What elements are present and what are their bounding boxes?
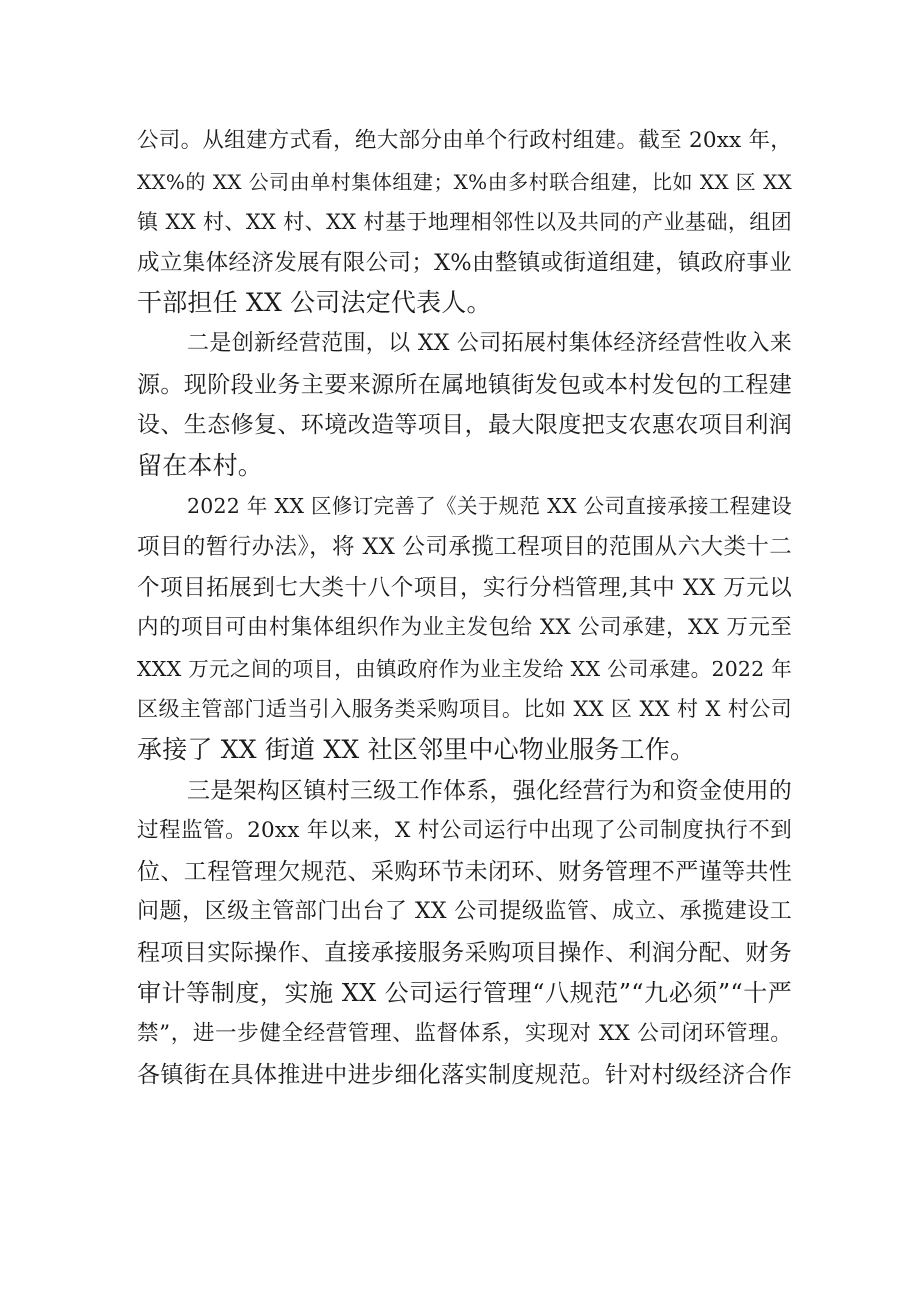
text-line: 源。现阶段业务主要来源所在属地镇街发包或本村发包的工程建 — [137, 371, 792, 398]
paragraph-3 — [137, 486, 792, 770]
text-line: 各镇街在具体推进中进步细化落实制度规范。针对村级经济合作 — [137, 1061, 792, 1088]
text-line: 二是创新经营范围，以 XX 公司拓展村集体经济经营性收入来 — [187, 330, 792, 356]
document-body — [137, 121, 792, 1095]
text-line: 问题，区级主管部门出台了 XX 公司提级监管、成立、承揽建设工 — [137, 899, 792, 925]
text-line: 设、生态修复、环境改造等项目，最大限度把支农惠农项目利润 — [137, 412, 792, 439]
text-line: 成立集体经济发展有限公司；X%由整镇或街道组建，镇政府事业 — [137, 249, 792, 276]
text-line: 个项目拓展到七大类十八个项目，实行分档管理,其中 XX 万元以 — [137, 574, 792, 601]
text-line: 区级主管部门适当引入服务类采购项目。比如 XX 区 XX 村 X 村公司 — [137, 697, 792, 722]
text-line: 内的项目可由村集体组织作为业主发包给 XX 公司承建，XX 万元至 — [137, 615, 792, 641]
text-line: 程项目实际操作、直接承接服务采购项目操作、利润分配、财务 — [137, 939, 792, 966]
text-line: 2022 年 XX 区修订完善了《关于规范 XX 公司直接承接工程建设 — [187, 494, 792, 519]
text-line: 留在本村。 — [137, 450, 264, 480]
text-line: 过程监管。20xx 年以来，X 村公司运行中出现了公司制度执行不到 — [137, 818, 792, 844]
paragraph-4 — [137, 771, 792, 1096]
text-line: 承接了 XX 街道 XX 社区邻里中心物业服务工作。 — [137, 734, 696, 764]
text-line: XXX 万元之间的项目，由镇政府作为业主发给 XX 公司承建。2022 年 — [137, 656, 792, 681]
text-line: XX%的 XX 公司由单村集体组建；X%由多村联合组建，比如 XX 区 XX — [137, 169, 792, 194]
text-line: 位、工程管理欠规范、采购环节未闭环、财务管理不严谨等共性 — [137, 858, 792, 885]
paragraph-2 — [137, 324, 792, 486]
text-line: 镇 XX 村、XX 村、XX 村基于地理相邻性以及共同的产业基础，组团 — [137, 210, 792, 235]
text-line: 审计等制度，实施 XX 公司运行管理“八规范”“九必须”“十严 — [137, 979, 792, 1008]
text-line: 三是架构区镇村三级工作体系，强化经营行为和资金使用的 — [187, 777, 792, 804]
text-line: 干部担任 XX 公司法定代表人。 — [137, 288, 492, 318]
text-line: 禁”，进一步健全经营管理、监督体系，实现对 XX 公司闭环管理。 — [137, 1021, 792, 1047]
text-line: 项目的暂行办法》，将 XX 公司承揽工程项目的范围从六大类十二 — [137, 533, 792, 560]
paragraph-1 — [137, 121, 792, 324]
text-line: 公司。从组建方式看，绝大部分由单个行政村组建。截至 20xx 年， — [137, 128, 792, 153]
